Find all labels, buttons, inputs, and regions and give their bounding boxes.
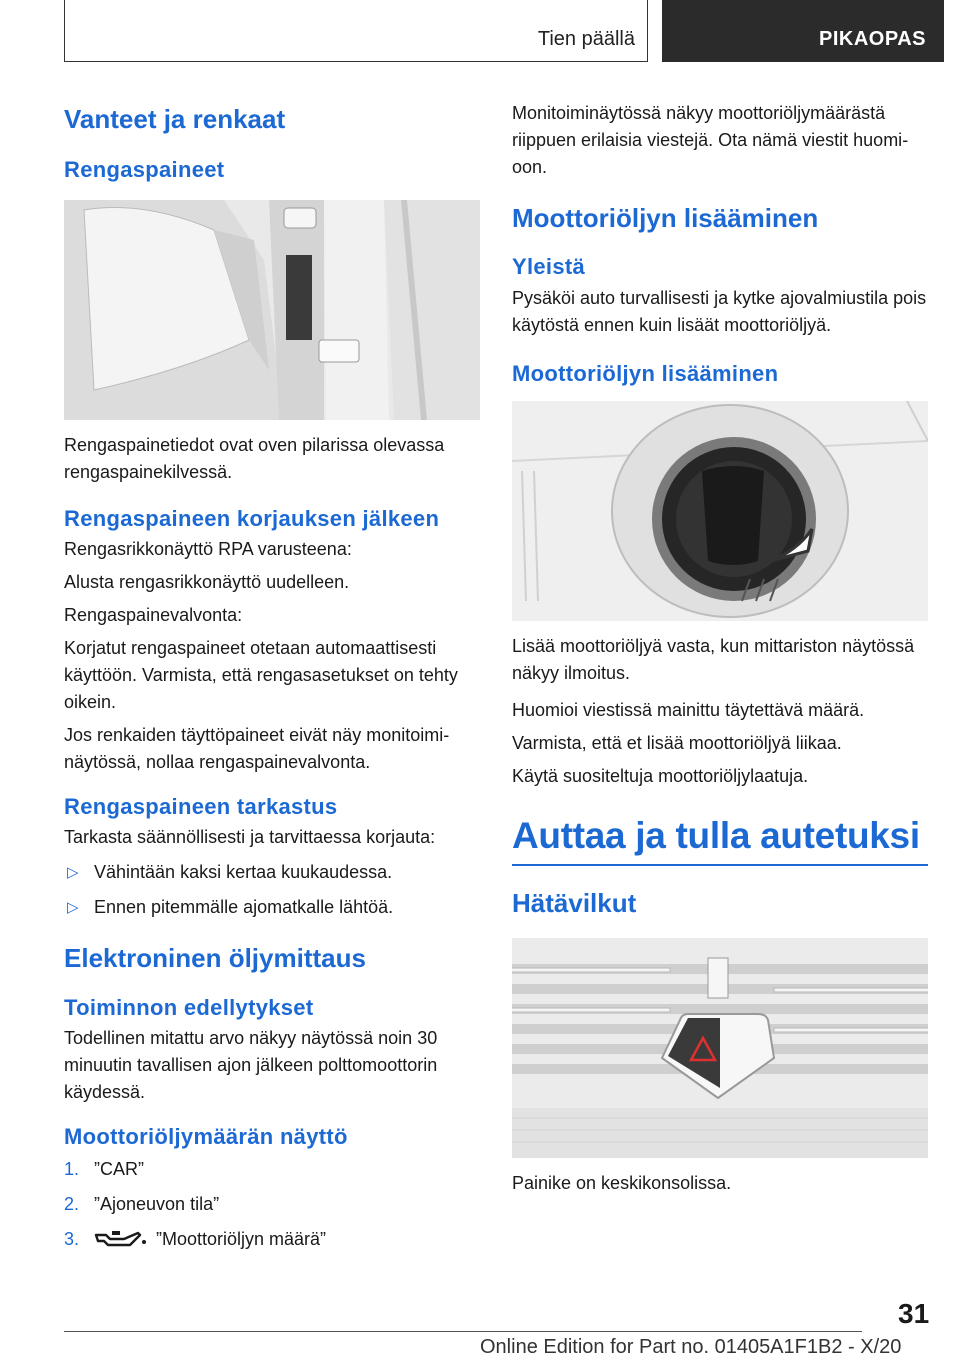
bullet-item: [64, 894, 480, 921]
header-section-box: [64, 0, 648, 62]
heading-lisaaminen: Moottoriöljyn lisääminen: [512, 203, 819, 233]
footer-rule: [64, 1331, 862, 1332]
text-todellinen: Todellinen mitattu arvo näkyy näytössä noin 30 minuutin tavallisen ajon jälkeen polttomoottorin käydessä.: [64, 1027, 438, 1102]
step-number: 3.: [64, 1229, 80, 1250]
door-pillar-illustration: [64, 200, 480, 420]
heading-elektroninen: Elektroninen öljymittaus: [64, 943, 366, 974]
text-alusta: Alusta rengasrikkonäyttö uudelleen.: [64, 571, 350, 592]
text-huomioi: Huomioi viestissä mainittu täytettävä määrä.: [512, 699, 865, 720]
heading-auttaa: Auttaa ja tulla autetuksi: [512, 814, 920, 856]
oil-filler-cap-image: [512, 401, 928, 621]
footer-edition: Online Edition for Part no. 01405A1F1B2 - X/20: [480, 1336, 902, 1358]
heading-korjaus: Rengaspaineen korjauksen jälkeen: [64, 505, 440, 531]
text-lisaa: Lisää moottoriöljyä vasta, kun mittariston näytössä näkyy ilmoitus.: [512, 635, 915, 683]
step-item: [64, 1156, 480, 1183]
text-monitoimi: Monitoiminäytössä näkyy moottoriöljymäärästä riippuen erilaisia viestejä. Ota nämä viestit huomioon.: [512, 103, 909, 177]
header-tab: [662, 0, 944, 62]
text-jos: Jos renkaiden täyttöpaineet eivät näy monitoiminäytössä, nollaa rengaspainevalvonta.: [64, 724, 450, 772]
heading-hatavilkut: Hätävilkut: [512, 888, 637, 919]
heading-underline: [512, 864, 928, 866]
text-tarkasta: Tarkasta säännöllisesti ja tarvittaessa korjauta:: [64, 827, 436, 848]
text-valvonta: Rengaspainevalvonta:: [64, 604, 243, 625]
heading-toiminnon: Toiminnon edellytykset: [64, 994, 314, 1020]
step-number: 1.: [64, 1159, 80, 1180]
header-tab-label: PIKAOPAS: [819, 28, 926, 50]
text-varmista: Varmista, että et lisää moottoriöljyä liikaa.: [512, 732, 842, 753]
hazard-console-illustration: [512, 938, 928, 1158]
right-column: [512, 100, 928, 1197]
step-text: ”Ajoneuvon tila”: [94, 1194, 220, 1215]
step-text: ”CAR”: [94, 1159, 144, 1180]
left-column: [64, 100, 480, 1253]
heading-vanteet: Vanteet ja renkaat: [64, 104, 286, 134]
text-pysakoi: Pysäköi auto turvallisesti ja kytke ajovalmiustila pois käytöstä ennen kuin lisäät moottoriöljyä.: [512, 287, 927, 335]
text-pilari: Rengaspainetiedot ovat oven pilarissa olevassa rengaspainekilvessä.: [64, 434, 445, 482]
bullet-item: [64, 859, 480, 886]
text-kayta: Käytä suositeltuja moottoriöljylaatuja.: [512, 765, 809, 786]
text-korjatut: Korjatut rengaspaineet otetaan automaattisesti käyttöön. Varmista, että rengasasetukset on tehty oikein.: [64, 637, 458, 712]
step-text: ”Moottoriöljyn määrä”: [156, 1229, 327, 1250]
heading-tarkastus: Rengaspaineen tarkastus: [64, 793, 338, 819]
step-item: [64, 1226, 480, 1253]
hazard-button-image: [512, 938, 928, 1158]
oil-can-icon: [94, 1227, 148, 1249]
heading-lisaaminen2: Moottoriöljyn lisääminen: [512, 360, 779, 386]
bullet-text: Vähintään kaksi kertaa kuukaudessa.: [94, 862, 393, 883]
heading-yleista: Yleistä: [512, 254, 586, 280]
text-painike: Painike on keskikonsolissa.: [512, 1172, 732, 1193]
header-section-title: Tien päällä: [537, 28, 635, 50]
page-number: 31: [898, 1298, 930, 1329]
text-rpa: Rengasrikkonäyttö RPA varusteena:: [64, 538, 352, 559]
step-number: 2.: [64, 1194, 80, 1215]
heading-rengaspaineet: Rengaspaineet: [64, 157, 225, 183]
triangle-bullet-icon: ▷: [67, 864, 79, 882]
triangle-bullet-icon: ▷: [67, 899, 79, 917]
step-item: [64, 1191, 480, 1218]
door-pillar-image: [64, 200, 480, 420]
oil-filler-cap-illustration: [512, 401, 928, 621]
bullet-text: Ennen pitemmälle ajomatkalle lähtöä.: [94, 897, 394, 918]
heading-naytto: Moottoriöljymäärän näyttö: [64, 1123, 348, 1149]
